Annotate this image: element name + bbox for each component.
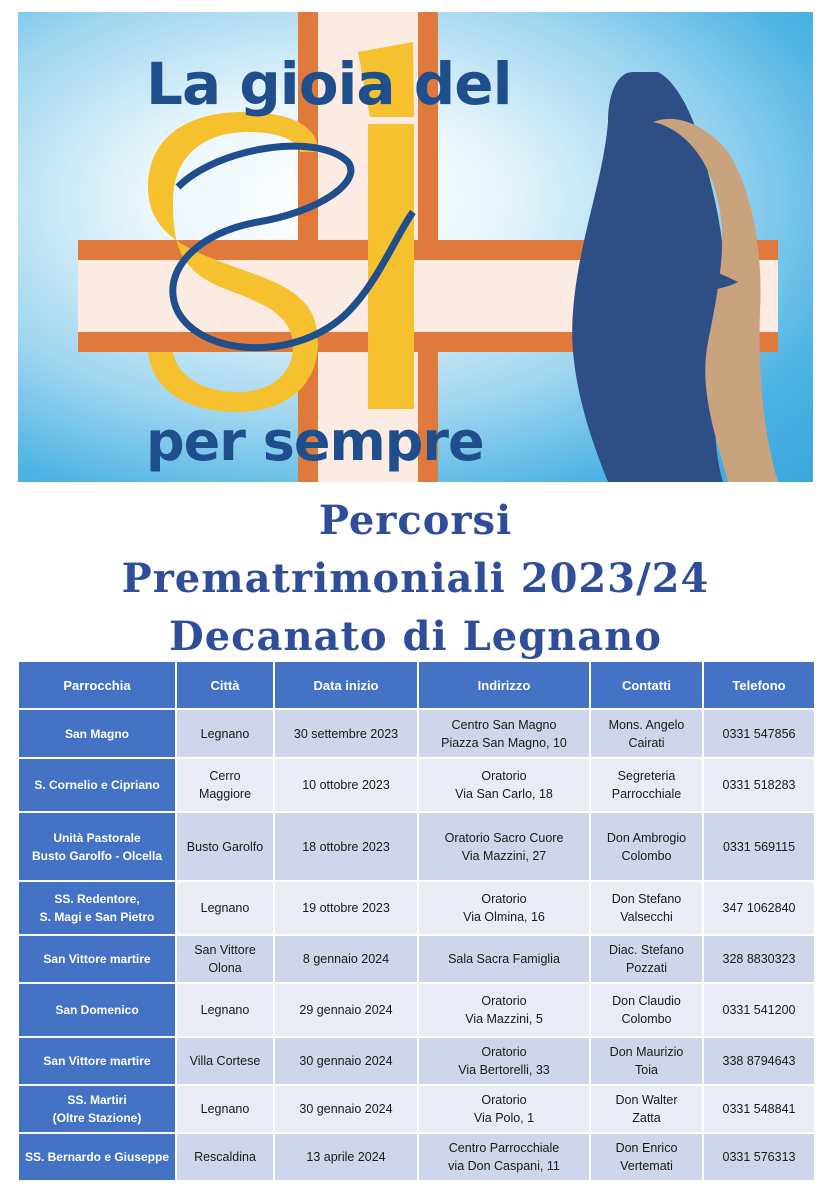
- cell-indirizzo-line: Centro Parrocchiale: [448, 1141, 560, 1155]
- cell-contatti-line: Parrocchiale: [611, 787, 682, 801]
- cell-data-inizio-text: 30 settembre 2023: [293, 726, 399, 741]
- cell-data-inizio-text: 29 gennaio 2024: [299, 1003, 393, 1017]
- cell-citta-line: San Vittore: [194, 943, 256, 957]
- cell-data-inizio-text: 30 gennaio 2024: [299, 1102, 393, 1116]
- title-line-2: Prematrimoniali 2023/24: [121, 555, 710, 602]
- cell-contatti-line: Colombo: [621, 1012, 672, 1026]
- cell-contatti: [591, 813, 702, 880]
- cell-contatti: [591, 759, 702, 811]
- cell-data-inizio: [275, 1086, 417, 1132]
- cell-indirizzo-line: Oratorio: [481, 1045, 527, 1059]
- cell-indirizzo-line: Sala Sacra Famiglia: [448, 952, 560, 966]
- cell-contatti-line: Toia: [635, 1063, 658, 1077]
- cell-telefono: [704, 882, 814, 934]
- cell-contatti-line: Don Enrico: [615, 1141, 678, 1155]
- cell-contatti-line: Cairati: [628, 735, 665, 750]
- cell-indirizzo-line: Oratorio Sacro Cuore: [444, 830, 564, 845]
- cell-data-inizio-text: 30 gennaio 2024: [299, 1054, 393, 1068]
- cell-parrocchia: [19, 1134, 175, 1180]
- cell-data-inizio: [275, 936, 417, 982]
- cell-citta-line: Legnano: [200, 726, 250, 741]
- page-title: [0, 492, 831, 666]
- cell-parrocchia-line: San Domenico: [55, 1003, 139, 1017]
- cell-telefono: [704, 759, 814, 811]
- cell-citta: [177, 882, 273, 934]
- cell-telefono-text: 328 8830323: [722, 952, 796, 966]
- cell-parrocchia-line: Unità Pastorale: [53, 830, 141, 845]
- cell-parrocchia-line: S. Magi e San Pietro: [39, 910, 155, 924]
- cell-parrocchia: [19, 710, 175, 757]
- cell-data-inizio-text: 13 aprile 2024: [306, 1150, 386, 1164]
- cell-contatti-line: Pozzati: [626, 961, 667, 975]
- cell-citta-line: Rescaldina: [194, 1150, 256, 1164]
- cell-parrocchia: [19, 984, 175, 1036]
- cell-data-inizio-text: 10 ottobre 2023: [302, 778, 390, 792]
- cell-parrocchia: [19, 882, 175, 934]
- header-data-inizio: Data inizio: [275, 662, 417, 708]
- cell-citta-line: Cerro: [209, 769, 241, 783]
- table-row: [19, 984, 814, 1036]
- cell-citta: [177, 813, 273, 880]
- cell-indirizzo: [419, 759, 589, 811]
- cell-contatti: [591, 1134, 702, 1180]
- cell-parrocchia-line: San Vittore martire: [43, 1054, 151, 1068]
- cell-parrocchia: [19, 936, 175, 982]
- cell-indirizzo: [419, 710, 589, 757]
- cell-telefono-text: 0331 518283: [722, 778, 796, 792]
- table-row: [19, 710, 814, 757]
- cell-indirizzo-line: Via Olmina, 16: [463, 910, 545, 924]
- cell-telefono-text: 0331 576313: [722, 1150, 796, 1164]
- cell-data-inizio: [275, 710, 417, 757]
- cell-parrocchia-line: San Magno: [64, 726, 129, 741]
- banner-image: [18, 12, 813, 482]
- schedule-table: [17, 660, 816, 1182]
- cell-citta: [177, 710, 273, 757]
- cell-citta-line: Legnano: [200, 901, 250, 915]
- cell-data-inizio: [275, 759, 417, 811]
- table-row: [19, 1086, 814, 1132]
- cell-data-inizio-text: 18 ottobre 2023: [302, 839, 390, 854]
- cell-contatti-line: Valsecchi: [620, 910, 673, 924]
- cell-indirizzo-line: Oratorio: [481, 892, 527, 906]
- cell-indirizzo-line: Via Bertorelli, 33: [458, 1063, 550, 1077]
- table-row: [19, 759, 814, 811]
- cell-contatti-line: Segreteria: [617, 769, 676, 783]
- cell-parrocchia-line: San Vittore martire: [43, 952, 151, 966]
- cell-data-inizio: [275, 882, 417, 934]
- cell-parrocchia-line: (Oltre Stazione): [52, 1111, 142, 1125]
- cell-telefono: [704, 1038, 814, 1084]
- table-row: [19, 936, 814, 982]
- cell-indirizzo-line: Oratorio: [481, 994, 527, 1008]
- cell-telefono: [704, 813, 814, 880]
- cell-citta-line: Legnano: [200, 1102, 250, 1116]
- cell-contatti: [591, 936, 702, 982]
- cell-contatti: [591, 1038, 702, 1084]
- cell-citta: [177, 759, 273, 811]
- cell-telefono-text: 0331 548841: [722, 1102, 796, 1116]
- cell-indirizzo: [419, 1086, 589, 1132]
- cell-contatti-line: Don Claudio: [612, 994, 681, 1008]
- cell-citta: [177, 1134, 273, 1180]
- cell-citta: [177, 984, 273, 1036]
- header-contatti: Contatti: [591, 662, 702, 708]
- cell-contatti: [591, 710, 702, 757]
- cell-citta-line: Maggiore: [198, 787, 252, 801]
- table-header-row: [19, 662, 814, 708]
- cell-data-inizio: [275, 1038, 417, 1084]
- cell-citta-line: Busto Garolfo: [186, 839, 264, 854]
- cell-indirizzo-line: Via Polo, 1: [473, 1111, 535, 1125]
- cell-contatti-line: Diac. Stefano: [608, 943, 685, 957]
- cell-contatti: [591, 1086, 702, 1132]
- cell-indirizzo: [419, 936, 589, 982]
- cell-parrocchia-line: Busto Garolfo - Olcella: [31, 848, 163, 863]
- cell-contatti-line: Don Ambrogio: [606, 830, 687, 845]
- cell-contatti-line: Don Stefano: [611, 892, 682, 906]
- cell-contatti: [591, 882, 702, 934]
- cell-indirizzo-line: Piazza San Magno, 10: [441, 735, 567, 750]
- cell-telefono-text: 0331 547856: [722, 726, 796, 741]
- table-row: [19, 813, 814, 880]
- header-citta: Città: [177, 662, 273, 708]
- cell-contatti-line: Don Maurizio: [609, 1045, 684, 1059]
- cell-citta: [177, 936, 273, 982]
- header-telefono: Telefono: [704, 662, 814, 708]
- cell-indirizzo-line: Via Mazzini, 5: [465, 1012, 543, 1026]
- cell-indirizzo: [419, 1134, 589, 1180]
- cell-citta-line: Villa Cortese: [189, 1054, 261, 1068]
- cell-data-inizio-text: 8 gennaio 2024: [302, 952, 390, 966]
- cell-citta: [177, 1086, 273, 1132]
- cell-indirizzo: [419, 984, 589, 1036]
- cell-telefono-text: 0331 569115: [722, 839, 796, 854]
- cell-parrocchia: [19, 813, 175, 880]
- cell-indirizzo: [419, 813, 589, 880]
- header-parrocchia: Parrocchia: [19, 662, 175, 708]
- cell-contatti-line: Don Walter: [615, 1093, 678, 1107]
- table-row: [19, 882, 814, 934]
- cell-contatti-line: Vertemati: [620, 1159, 673, 1173]
- cell-indirizzo: [419, 1038, 589, 1084]
- cell-parrocchia-line: SS. Martiri: [67, 1093, 127, 1107]
- cell-indirizzo-line: via Don Caspani, 11: [448, 1159, 560, 1173]
- cell-telefono: [704, 1134, 814, 1180]
- cell-telefono: [704, 710, 814, 757]
- cell-parrocchia-line: SS. Bernardo e Giuseppe: [24, 1150, 170, 1164]
- cell-indirizzo-line: Via San Carlo, 18: [455, 787, 553, 801]
- cell-contatti-line: Zatta: [632, 1111, 661, 1125]
- cell-telefono-text: 347 1062840: [722, 901, 796, 915]
- header-indirizzo: Indirizzo: [419, 662, 589, 708]
- cell-data-inizio: [275, 1134, 417, 1180]
- cell-telefono: [704, 936, 814, 982]
- table-row: [19, 1134, 814, 1180]
- cell-parrocchia: [19, 1038, 175, 1084]
- cell-indirizzo-line: Centro San Magno: [451, 717, 557, 732]
- cell-parrocchia-line: S. Cornelio e Cipriano: [34, 778, 160, 792]
- cell-data-inizio: [275, 984, 417, 1036]
- cell-parrocchia: [19, 759, 175, 811]
- cell-indirizzo: [419, 882, 589, 934]
- title-line-3: Decanato di Legnano: [169, 613, 662, 660]
- cell-citta-line: Olona: [208, 961, 242, 975]
- cell-citta-line: Legnano: [200, 1003, 250, 1017]
- cell-contatti: [591, 984, 702, 1036]
- cell-telefono: [704, 984, 814, 1036]
- cell-parrocchia-line: SS. Redentore,: [54, 892, 140, 906]
- cell-indirizzo-line: Oratorio: [481, 1093, 527, 1107]
- cell-indirizzo-line: Oratorio: [481, 769, 527, 783]
- cell-data-inizio: [275, 813, 417, 880]
- cell-telefono-text: 0331 541200: [722, 1003, 796, 1017]
- cell-parrocchia: [19, 1086, 175, 1132]
- cell-data-inizio-text: 19 ottobre 2023: [302, 901, 390, 915]
- cell-telefono: [704, 1086, 814, 1132]
- cell-telefono-text: 338 8794643: [722, 1054, 796, 1068]
- cell-indirizzo-line: Via Mazzini, 27: [461, 848, 547, 863]
- table-row: [19, 1038, 814, 1084]
- banner-line-2: per sempre: [146, 410, 484, 473]
- cell-citta: [177, 1038, 273, 1084]
- big-i-letter: [368, 124, 414, 409]
- cell-contatti-line: Mons. Angelo: [608, 717, 685, 732]
- banner-line-1: La gioia del: [146, 50, 512, 118]
- title-line-1: Percorsi: [318, 497, 513, 544]
- cell-contatti-line: Colombo: [621, 848, 672, 863]
